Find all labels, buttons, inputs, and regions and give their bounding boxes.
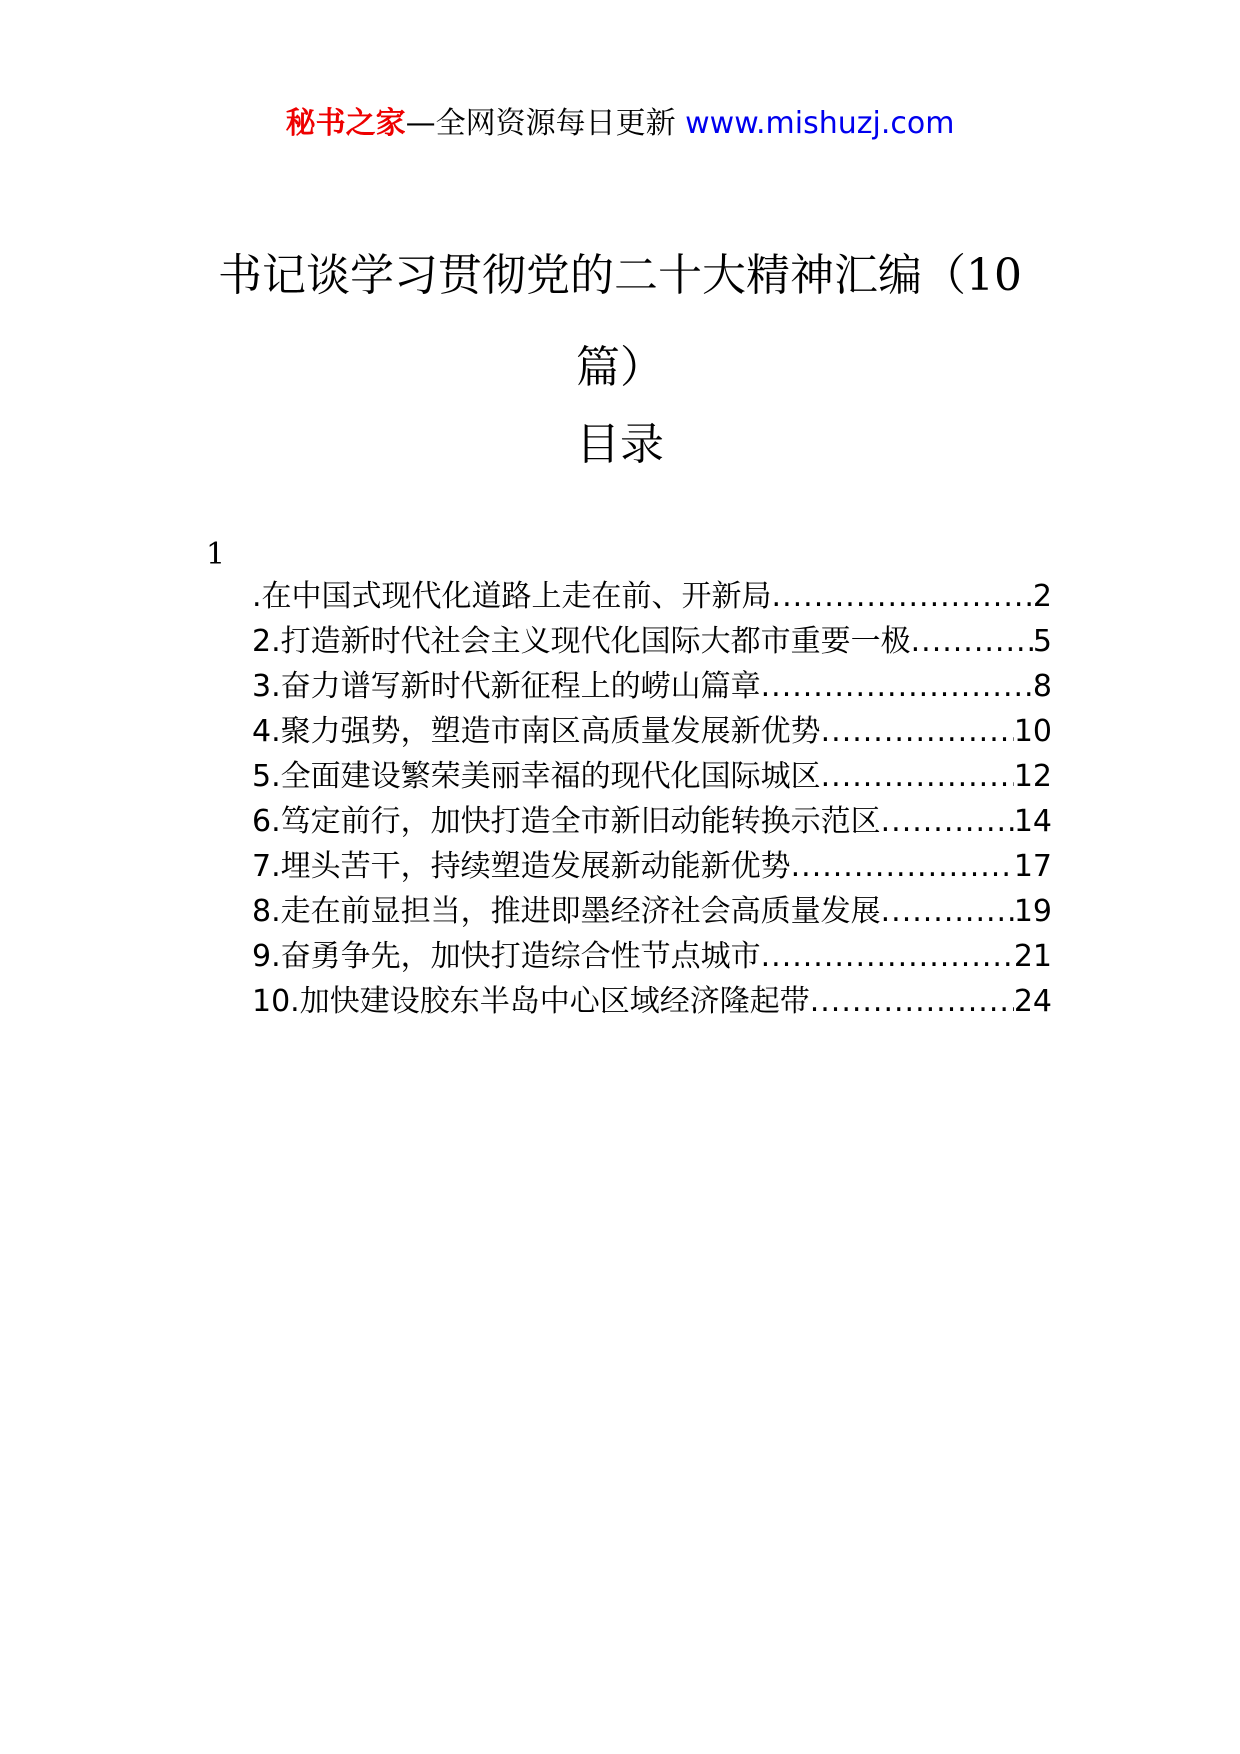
toc-entry-page: 17 bbox=[1013, 849, 1052, 884]
toc-entry-title: .在中国式现代化道路上走在前、开新局 bbox=[252, 579, 772, 614]
toc-entry[interactable] bbox=[252, 889, 1052, 934]
title-suffix: 篇） bbox=[576, 342, 664, 393]
toc-entry-title: 10.加快建设胶东半岛中心区域经济隆起带 bbox=[252, 984, 810, 1019]
toc-entry-page: 10 bbox=[1013, 714, 1052, 749]
site-url-link[interactable]: www.mishuzj.com bbox=[685, 106, 955, 141]
toc-entry[interactable] bbox=[252, 844, 1052, 889]
toc-entry-page: 12 bbox=[1013, 759, 1052, 794]
toc-dot-leader bbox=[821, 709, 1014, 754]
site-banner bbox=[0, 100, 1240, 148]
toc-dot-leader bbox=[911, 619, 1033, 664]
banner-tagline: —全网资源每日更新 bbox=[405, 106, 686, 141]
toc-entry-title: 5.全面建设繁荣美丽幸福的现代化国际城区 bbox=[252, 759, 821, 794]
toc-dot-leader bbox=[881, 799, 1014, 844]
toc-entry[interactable] bbox=[252, 934, 1052, 979]
document-title bbox=[180, 230, 1060, 414]
toc-entry-page: 24 bbox=[1013, 984, 1052, 1019]
toc-dot-leader bbox=[810, 979, 1014, 1024]
toc-dot-leader bbox=[881, 889, 1014, 934]
toc-entry-title: 2.打造新时代社会主义现代化国际大都市重要一极 bbox=[252, 624, 911, 659]
toc-entry-page: 8 bbox=[1032, 669, 1052, 704]
toc-first-item-number: 1 bbox=[206, 537, 226, 572]
toc-dot-leader bbox=[772, 574, 1033, 619]
toc-entry[interactable] bbox=[252, 754, 1052, 799]
toc-entry-title: 3.奋力谱写新时代新征程上的崂山篇章 bbox=[252, 669, 761, 704]
toc-dot-leader bbox=[761, 934, 1014, 979]
toc-entry-title: 6.笃定前行，加快打造全市新旧动能转换示范区 bbox=[252, 804, 881, 839]
brand-name: 秘书之家 bbox=[285, 106, 406, 141]
title-text: 书记谈学习贯彻党的二十大精神汇编（ bbox=[218, 250, 966, 301]
toc-entry-page: 19 bbox=[1013, 894, 1052, 929]
toc-entry[interactable] bbox=[252, 664, 1052, 709]
toc-entry-title: 9.奋勇争先，加快打造综合性节点城市 bbox=[252, 939, 761, 974]
toc-dot-leader bbox=[791, 844, 1014, 889]
toc-entry[interactable] bbox=[252, 619, 1052, 664]
toc-entry-page: 21 bbox=[1013, 939, 1052, 974]
toc-entry-page: 14 bbox=[1013, 804, 1052, 839]
toc-entry-page: 5 bbox=[1032, 624, 1052, 659]
table-of-contents bbox=[252, 574, 1052, 1024]
toc-heading: 目录 bbox=[576, 419, 664, 470]
toc-entry[interactable] bbox=[252, 574, 1052, 619]
toc-entry-title: 7.埋头苦干，持续塑造发展新动能新优势 bbox=[252, 849, 791, 884]
toc-entry-title: 8.走在前显担当，推进即墨经济社会高质量发展 bbox=[252, 894, 881, 929]
toc-entry-title: 4.聚力强势，塑造市南区高质量发展新优势 bbox=[252, 714, 821, 749]
toc-dot-leader bbox=[761, 664, 1033, 709]
toc-entry-page: 2 bbox=[1032, 579, 1052, 614]
title-count: 10 bbox=[966, 250, 1022, 301]
toc-entry[interactable] bbox=[252, 799, 1052, 844]
toc-entry[interactable] bbox=[252, 979, 1052, 1024]
toc-dot-leader bbox=[821, 754, 1014, 799]
toc-entry[interactable] bbox=[252, 709, 1052, 754]
